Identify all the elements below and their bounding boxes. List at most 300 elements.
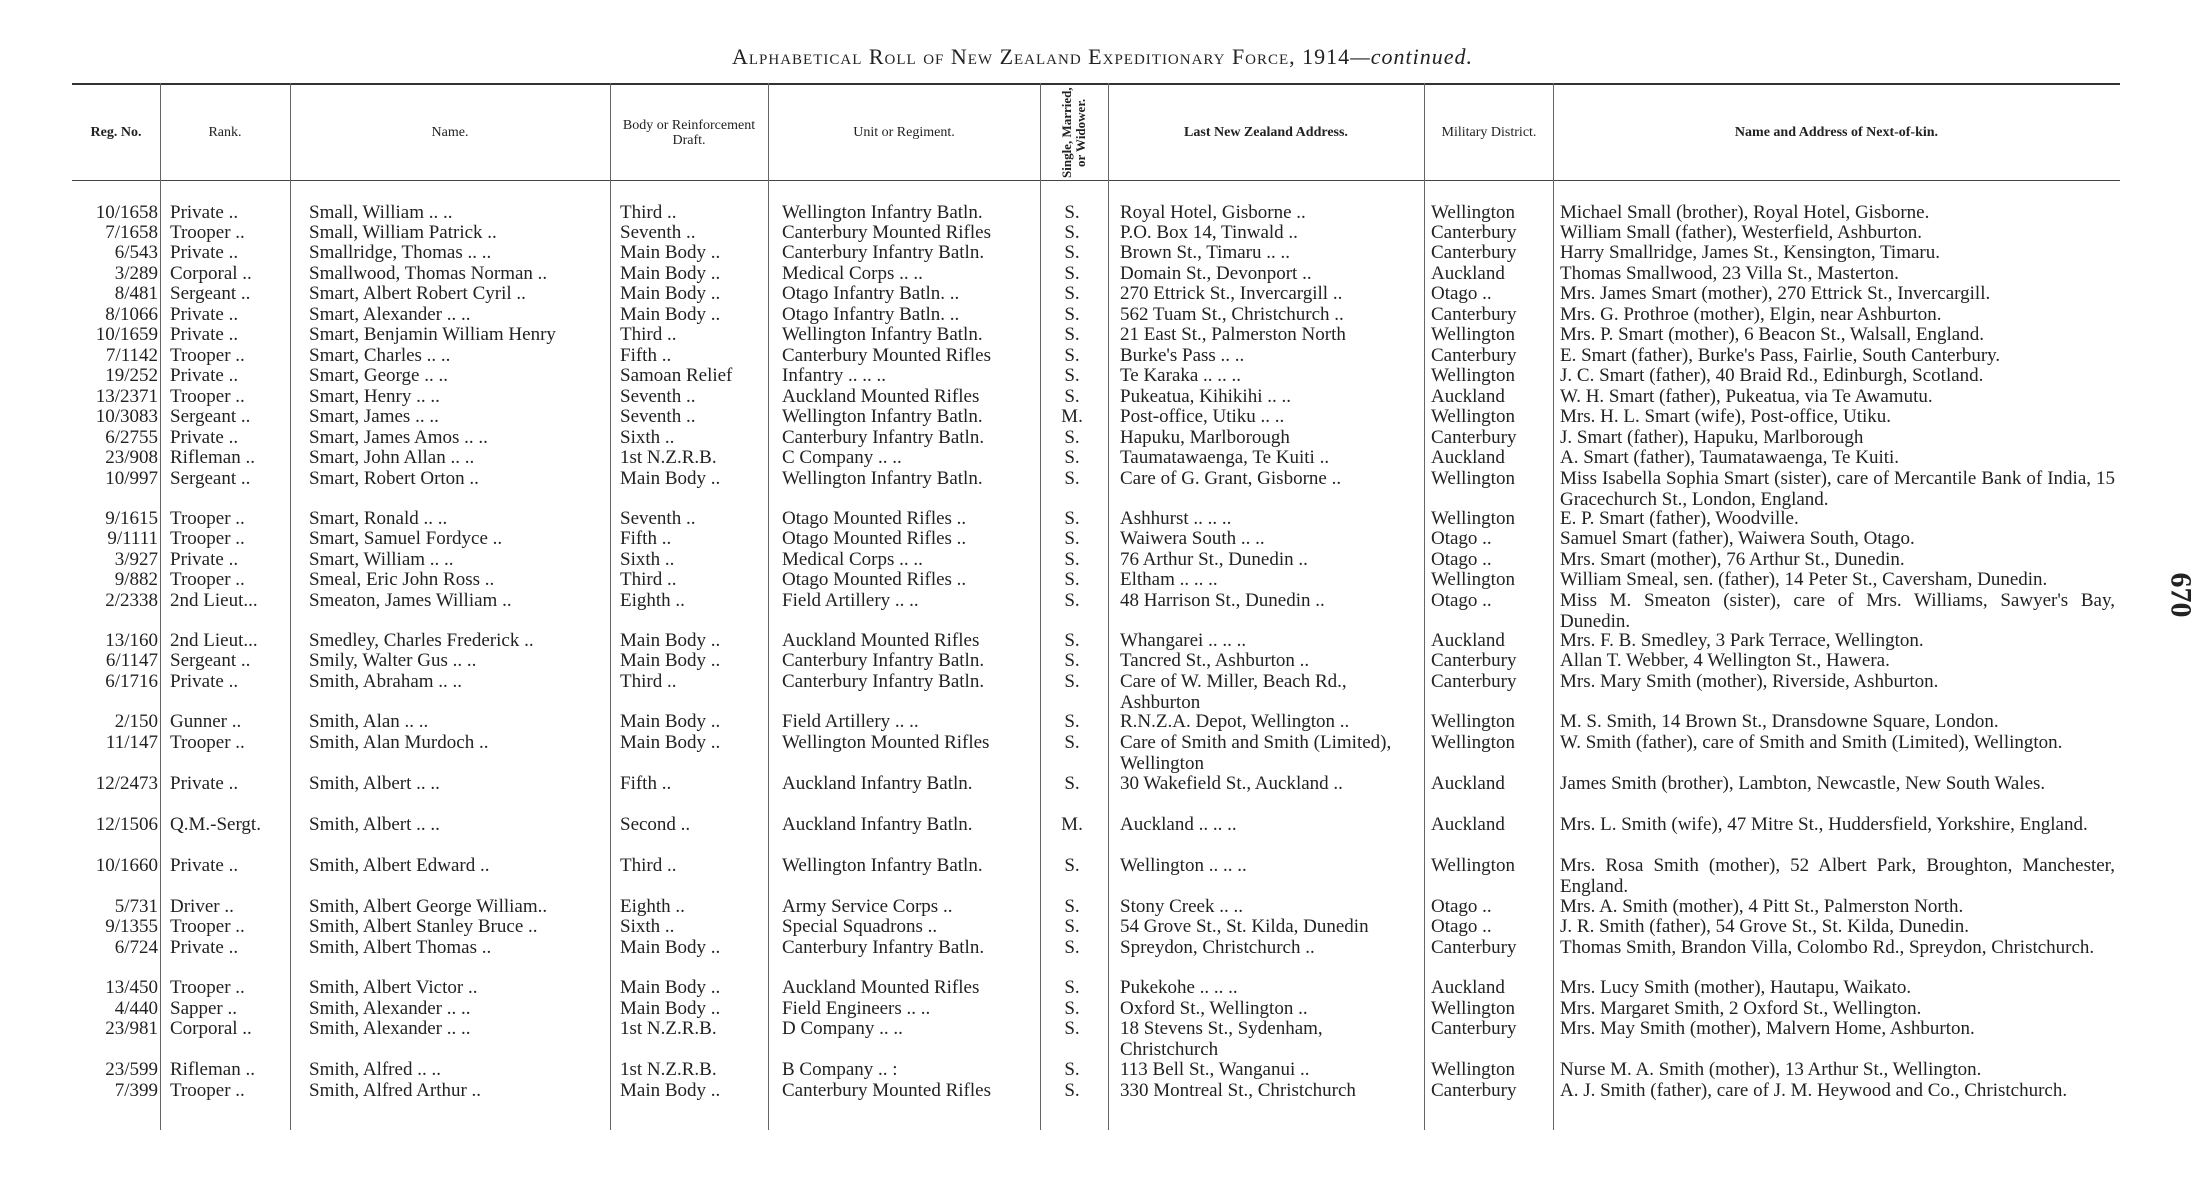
row-district: Auckland: [1431, 386, 1505, 407]
row-rank: Rifleman ..: [170, 1059, 255, 1080]
row-next-of-kin: J. Smart (father), Hapuku, Marlborough: [1560, 427, 1864, 448]
row-status: S.: [1064, 732, 1080, 753]
row-rank: Gunner ..: [170, 711, 242, 732]
row-name: Small, William Patrick ..: [309, 222, 497, 243]
column-divider: [1553, 83, 1554, 1130]
column-divider: [610, 83, 611, 1130]
row-rank: Sergeant ..: [170, 650, 251, 671]
row-name: Smedley, Charles Frederick ..: [309, 630, 534, 651]
row-next-of-kin: Mrs. Smart (mother), 76 Arthur St., Dunedin.: [1560, 549, 1905, 570]
row-reg-no: 9/1111: [107, 528, 158, 549]
row-body: Main Body ..: [620, 630, 721, 651]
row-unit: Medical Corps .. ..: [782, 549, 923, 570]
row-name: Smart, Alexander .. ..: [309, 304, 471, 325]
row-rank: Trooper ..: [170, 977, 245, 998]
row-unit: Canterbury Mounted Rifles: [782, 1080, 991, 1101]
row-name: Smart, John Allan .. ..: [309, 447, 475, 468]
row-address: Auckland .. .. ..: [1120, 814, 1237, 835]
row-status: S.: [1064, 222, 1080, 243]
row-district: Otago ..: [1431, 916, 1492, 937]
header-district: Military District.: [1441, 125, 1537, 140]
row-body: Third ..: [620, 202, 677, 223]
row-unit: Infantry .. .. ..: [782, 365, 886, 386]
row-address: 30 Wakefield St., Auckland ..: [1120, 773, 1343, 794]
row-status: S.: [1064, 324, 1080, 345]
row-rank: Sapper ..: [170, 998, 238, 1019]
row-district: Otago ..: [1431, 896, 1492, 917]
row-district: Otago ..: [1431, 590, 1492, 611]
row-unit: B Company .. :: [782, 1059, 898, 1080]
row-body: 1st N.Z.R.B.: [620, 1018, 717, 1039]
row-name: Smart, James Amos .. ..: [309, 427, 488, 448]
row-next-of-kin: Mrs. May Smith (mother), Malvern Home, Ashburton.: [1560, 1018, 1975, 1039]
row-reg-no: 23/599: [105, 1059, 158, 1080]
row-rank: Private ..: [170, 324, 239, 345]
row-reg-no: 10/1658: [95, 202, 158, 223]
row-name: Smith, Albert Stanley Bruce ..: [309, 916, 538, 937]
row-address: Wellington .. .. ..: [1120, 855, 1247, 876]
row-unit: Canterbury Infantry Batln.: [782, 650, 985, 671]
row-next-of-kin: E. Smart (father), Burke's Pass, Fairlie, South Canterbury.: [1560, 345, 2001, 366]
row-reg-no: 10/1659: [95, 324, 158, 345]
row-address: Hapuku, Marlborough: [1120, 427, 1290, 448]
row-body: Fifth ..: [620, 528, 672, 549]
row-name: Smith, Albert .. ..: [309, 814, 440, 835]
row-next-of-kin: Mrs. James Smart (mother), 270 Ettrick St., Invercargill.: [1560, 283, 1991, 304]
row-body: 1st N.Z.R.B.: [620, 1059, 717, 1080]
row-rank: Trooper ..: [170, 1080, 245, 1101]
row-next-of-kin: William Small (father), Westerfield, Ashburton.: [1560, 222, 1922, 243]
row-address: 562 Tuam St., Christchurch ..: [1120, 304, 1344, 325]
row-reg-no: 9/1355: [105, 916, 158, 937]
row-next-of-kin: Mrs. Mary Smith (mother), Riverside, Ashburton.: [1560, 671, 1939, 692]
row-name: Smart, Benjamin William Henry: [309, 324, 556, 345]
row-status: S.: [1064, 977, 1080, 998]
row-status: S.: [1064, 1018, 1080, 1039]
row-next-of-kin: A. Smart (father), Taumatawaenga, Te Kuiti.: [1560, 447, 1900, 468]
row-name: Smith, Alfred Arthur ..: [309, 1080, 482, 1101]
header-status: Single, Married, or Widower.: [1059, 87, 1088, 178]
row-rank: Sergeant ..: [170, 406, 251, 427]
column-divider: [1040, 83, 1041, 1130]
row-unit: Otago Infantry Batln. ..: [782, 304, 960, 325]
row-unit: Army Service Corps ..: [782, 896, 953, 917]
row-rank: Sergeant ..: [170, 283, 251, 304]
row-unit: Special Squadrons ..: [782, 916, 938, 937]
row-name: Smeaton, James William ..: [309, 590, 512, 611]
row-reg-no: 10/3083: [95, 406, 158, 427]
row-name: Smart, Samuel Fordyce ..: [309, 528, 503, 549]
row-status: S.: [1064, 447, 1080, 468]
row-name: Smith, Albert Edward ..: [309, 855, 490, 876]
row-unit: Otago Mounted Rifles ..: [782, 569, 967, 590]
row-body: Main Body ..: [620, 977, 721, 998]
row-reg-no: 12/1506: [95, 814, 158, 835]
row-address: Whangarei .. .. ..: [1120, 630, 1247, 651]
row-district: Auckland: [1431, 977, 1505, 998]
row-status: S.: [1064, 202, 1080, 223]
row-rank: Trooper ..: [170, 345, 245, 366]
row-next-of-kin: Thomas Smallwood, 23 Villa St., Masterton.: [1560, 263, 1899, 284]
row-body: Sixth ..: [620, 549, 675, 570]
row-rank: Private ..: [170, 773, 239, 794]
row-rank: Private ..: [170, 202, 239, 223]
row-status: M.: [1061, 814, 1083, 835]
row-unit: Auckland Mounted Rifles: [782, 630, 980, 651]
row-status: S.: [1064, 345, 1080, 366]
row-name: Smily, Walter Gus .. ..: [309, 650, 477, 671]
column-divider: [1424, 83, 1425, 1130]
row-body: Main Body ..: [620, 732, 721, 753]
row-address: R.N.Z.A. Depot, Wellington ..: [1120, 711, 1350, 732]
column-divider: [160, 83, 161, 1130]
row-district: Wellington: [1431, 732, 1515, 753]
row-district: Canterbury: [1431, 242, 1517, 263]
row-address: 18 Stevens St., Sydenham, Christchurch: [1120, 1018, 1323, 1060]
row-name: Smith, Alfred .. ..: [309, 1059, 441, 1080]
row-rank: Trooper ..: [170, 508, 245, 529]
row-unit: Otago Mounted Rifles ..: [782, 528, 967, 549]
row-status: S.: [1064, 304, 1080, 325]
row-reg-no: 12/2473: [95, 773, 158, 794]
row-reg-no: 6/724: [114, 937, 158, 958]
row-name: Small, William .. ..: [309, 202, 453, 223]
row-name: Smart, Albert Robert Cyril ..: [309, 283, 526, 304]
row-next-of-kin: W. Smith (father), care of Smith and Smith (Limited), Wellington.: [1560, 732, 2063, 753]
row-address: Care of Smith and Smith (Limited), Wellington: [1120, 732, 1392, 774]
row-reg-no: 13/2371: [95, 386, 158, 407]
row-body: Main Body ..: [620, 650, 721, 671]
row-next-of-kin: Mrs. Rosa Smith (mother), 52 Albert Park, Broughton, Manchester, England.: [1560, 855, 2115, 897]
row-unit: Auckland Infantry Batln.: [782, 814, 973, 835]
row-rank: Private ..: [170, 365, 239, 386]
row-name: Smith, Alan Murdoch ..: [309, 732, 489, 753]
row-next-of-kin: Miss M. Smeaton (sister), care of Mrs. Williams, Sawyer's Bay, Dunedin.: [1560, 590, 2115, 632]
row-name: Smart, Robert Orton ..: [309, 468, 479, 489]
row-name: Smeal, Eric John Ross ..: [309, 569, 495, 590]
row-district: Auckland: [1431, 773, 1505, 794]
row-name: Smith, Albert Thomas ..: [309, 937, 492, 958]
row-reg-no: 9/1615: [105, 508, 158, 529]
row-body: Main Body ..: [620, 242, 721, 263]
row-unit: Wellington Infantry Batln.: [782, 468, 983, 489]
header-name: Name.: [431, 125, 469, 140]
row-next-of-kin: Nurse M. A. Smith (mother), 13 Arthur St., Wellington.: [1560, 1059, 1982, 1080]
row-unit: Medical Corps .. ..: [782, 263, 923, 284]
row-name: Smart, Charles .. ..: [309, 345, 451, 366]
row-reg-no: 7/1142: [105, 345, 158, 366]
column-divider: [1108, 83, 1109, 1130]
header-body: Body or Reinforcement Draft.: [622, 117, 756, 148]
row-district: Auckland: [1431, 447, 1505, 468]
row-next-of-kin: E. P. Smart (father), Woodville.: [1560, 508, 1799, 529]
row-status: S.: [1064, 549, 1080, 570]
row-reg-no: 13/160: [105, 630, 158, 651]
row-address: 76 Arthur St., Dunedin ..: [1120, 549, 1308, 570]
page-number: 670: [2164, 572, 2198, 618]
row-next-of-kin: William Smeal, sen. (father), 14 Peter St., Caversham, Dunedin.: [1560, 569, 2048, 590]
row-body: Main Body ..: [620, 937, 721, 958]
row-status: S.: [1064, 711, 1080, 732]
row-district: Wellington: [1431, 202, 1515, 223]
row-next-of-kin: Mrs. A. Smith (mother), 4 Pitt St., Palmerston North.: [1560, 896, 1964, 917]
row-address: Tancred St., Ashburton ..: [1120, 650, 1310, 671]
header-kin: Name and Address of Next-of-kin.: [1734, 125, 1939, 140]
row-unit: Auckland Mounted Rifles: [782, 386, 980, 407]
row-district: Otago ..: [1431, 549, 1492, 570]
row-rank: Private ..: [170, 855, 239, 876]
row-status: S.: [1064, 1080, 1080, 1101]
row-body: Sixth ..: [620, 916, 675, 937]
row-unit: Wellington Infantry Batln.: [782, 406, 983, 427]
row-next-of-kin: Mrs. L. Smith (wife), 47 Mitre St., Huddersfield, Yorkshire, England.: [1560, 814, 2088, 835]
row-reg-no: 8/1066: [105, 304, 158, 325]
row-body: Main Body ..: [620, 263, 721, 284]
row-district: Wellington: [1431, 855, 1515, 876]
row-reg-no: 7/1658: [105, 222, 158, 243]
row-rank: Private ..: [170, 671, 239, 692]
row-reg-no: 2/2338: [105, 590, 158, 611]
row-body: Seventh ..: [620, 386, 696, 407]
row-reg-no: 2/150: [114, 711, 158, 732]
row-address: Domain St., Devonport ..: [1120, 263, 1312, 284]
title-suffix: —continued.: [1350, 44, 1474, 69]
row-reg-no: 7/399: [114, 1080, 158, 1101]
row-body: Third ..: [620, 324, 677, 345]
row-address: Waiwera South .. ..: [1120, 528, 1265, 549]
row-unit: Field Artillery .. ..: [782, 711, 919, 732]
row-unit: Auckland Infantry Batln.: [782, 773, 973, 794]
row-reg-no: 8/481: [114, 283, 158, 304]
row-district: Canterbury: [1431, 1080, 1517, 1101]
row-body: Sixth ..: [620, 427, 675, 448]
row-district: Canterbury: [1431, 671, 1517, 692]
row-district: Canterbury: [1431, 427, 1517, 448]
row-district: Canterbury: [1431, 937, 1517, 958]
row-name: Smart, George .. ..: [309, 365, 448, 386]
column-divider: [768, 83, 769, 1130]
row-body: Main Body ..: [620, 283, 721, 304]
row-reg-no: 5/731: [114, 896, 158, 917]
row-next-of-kin: Michael Small (brother), Royal Hotel, Gisborne.: [1560, 202, 1930, 223]
row-reg-no: 10/1660: [95, 855, 158, 876]
row-name: Smart, Ronald .. ..: [309, 508, 448, 529]
row-district: Wellington: [1431, 508, 1515, 529]
row-reg-no: 6/2755: [105, 427, 158, 448]
row-district: Wellington: [1431, 468, 1515, 489]
row-status: S.: [1064, 569, 1080, 590]
row-address: Ashhurst .. .. ..: [1120, 508, 1232, 529]
row-body: Main Body ..: [620, 1080, 721, 1101]
row-body: Fifth ..: [620, 773, 672, 794]
row-next-of-kin: Allan T. Webber, 4 Wellington St., Hawera.: [1560, 650, 1890, 671]
row-next-of-kin: Mrs. Lucy Smith (mother), Hautapu, Waikato.: [1560, 977, 1912, 998]
row-district: Otago ..: [1431, 283, 1492, 304]
row-district: Auckland: [1431, 263, 1505, 284]
row-district: Canterbury: [1431, 304, 1517, 325]
row-rank: Private ..: [170, 549, 239, 570]
row-status: S.: [1064, 386, 1080, 407]
row-district: Otago ..: [1431, 528, 1492, 549]
row-address: Post-office, Utiku .. ..: [1120, 406, 1285, 427]
row-address: Pukekohe .. .. ..: [1120, 977, 1238, 998]
row-rank: Private ..: [170, 242, 239, 263]
row-next-of-kin: Mrs. G. Prothroe (mother), Elgin, near Ashburton.: [1560, 304, 1942, 325]
row-reg-no: 23/981: [105, 1018, 158, 1039]
row-rank: Sergeant ..: [170, 468, 251, 489]
row-name: Smallwood, Thomas Norman ..: [309, 263, 548, 284]
row-district: Canterbury: [1431, 650, 1517, 671]
row-name: Smith, Albert .. ..: [309, 773, 440, 794]
row-next-of-kin: Mrs. P. Smart (mother), 6 Beacon St., Walsall, England.: [1560, 324, 1984, 345]
row-body: Main Body ..: [620, 304, 721, 325]
row-status: S.: [1064, 427, 1080, 448]
row-name: Smith, Albert George William..: [309, 896, 548, 917]
row-body: Eighth ..: [620, 590, 685, 611]
row-district: Wellington: [1431, 365, 1515, 386]
row-status: S.: [1064, 283, 1080, 304]
row-rank: Rifleman ..: [170, 447, 255, 468]
row-address: Royal Hotel, Gisborne ..: [1120, 202, 1306, 223]
row-next-of-kin: Mrs. H. L. Smart (wife), Post-office, Utiku.: [1560, 406, 1892, 427]
row-unit: Wellington Infantry Batln.: [782, 202, 983, 223]
row-address: Burke's Pass .. ..: [1120, 345, 1245, 366]
row-name: Smith, Alexander .. ..: [309, 998, 471, 1019]
row-next-of-kin: M. S. Smith, 14 Brown St., Dransdowne Square, London.: [1560, 711, 1999, 732]
row-address: 54 Grove St., St. Kilda, Dunedin: [1120, 916, 1369, 937]
row-rank: Private ..: [170, 937, 239, 958]
row-reg-no: 19/252: [105, 365, 158, 386]
row-status: S.: [1064, 468, 1080, 489]
row-unit: Wellington Mounted Rifles: [782, 732, 990, 753]
row-rank: Trooper ..: [170, 732, 245, 753]
row-status: S.: [1064, 590, 1080, 611]
row-reg-no: 10/997: [105, 468, 158, 489]
row-unit: Canterbury Infantry Batln.: [782, 242, 985, 263]
row-next-of-kin: Samuel Smart (father), Waiwera South, Otago.: [1560, 528, 1915, 549]
row-unit: Otago Infantry Batln. ..: [782, 283, 960, 304]
row-status: S.: [1064, 896, 1080, 917]
row-body: Samoan Relief: [620, 365, 733, 386]
row-body: Seventh ..: [620, 406, 696, 427]
row-body: Main Body ..: [620, 468, 721, 489]
row-next-of-kin: Mrs. F. B. Smedley, 3 Park Terrace, Wellington.: [1560, 630, 1924, 651]
row-status: S.: [1064, 630, 1080, 651]
row-name: Smallridge, Thomas .. ..: [309, 242, 492, 263]
row-unit: Otago Mounted Rifles ..: [782, 508, 967, 529]
row-next-of-kin: Harry Smallridge, James St., Kensington, Timaru.: [1560, 242, 1940, 263]
row-district: Canterbury: [1431, 1018, 1517, 1039]
row-name: Smart, James .. ..: [309, 406, 439, 427]
row-next-of-kin: A. J. Smith (father), care of J. M. Heywood and Co., Christchurch.: [1560, 1080, 2068, 1101]
header-rank: Rank.: [208, 125, 242, 140]
row-unit: Wellington Infantry Batln.: [782, 324, 983, 345]
row-body: Eighth ..: [620, 896, 685, 917]
row-next-of-kin: J. C. Smart (father), 40 Braid Rd., Edinburgh, Scotland.: [1560, 365, 1984, 386]
row-unit: Canterbury Infantry Batln.: [782, 427, 985, 448]
row-unit: Field Artillery .. ..: [782, 590, 919, 611]
row-address: Te Karaka .. .. ..: [1120, 365, 1242, 386]
row-status: S.: [1064, 263, 1080, 284]
row-reg-no: 6/1716: [105, 671, 158, 692]
row-unit: Canterbury Mounted Rifles: [782, 345, 991, 366]
row-rank: Private ..: [170, 304, 239, 325]
row-unit: Canterbury Infantry Batln.: [782, 671, 985, 692]
row-name: Smith, Alexander .. ..: [309, 1018, 471, 1039]
row-address: 270 Ettrick St., Invercargill ..: [1120, 283, 1343, 304]
row-next-of-kin: Miss Isabella Sophia Smart (sister), care of Mercantile Bank of India, 15 Gracechurch St., London, England.: [1560, 468, 2115, 510]
row-body: Fifth ..: [620, 345, 672, 366]
row-reg-no: 3/927: [114, 549, 158, 570]
row-body: Second ..: [620, 814, 691, 835]
row-reg-no: 6/1147: [105, 650, 158, 671]
row-address: Pukeatua, Kihikihi .. ..: [1120, 386, 1291, 407]
row-rank: Trooper ..: [170, 222, 245, 243]
row-status: S.: [1064, 365, 1080, 386]
row-address: 48 Harrison St., Dunedin ..: [1120, 590, 1325, 611]
row-district: Wellington: [1431, 569, 1515, 590]
row-rank: Trooper ..: [170, 569, 245, 590]
row-address: Oxford St., Wellington ..: [1120, 998, 1308, 1019]
row-address: 113 Bell St., Wanganui ..: [1120, 1059, 1310, 1080]
row-status: S.: [1064, 242, 1080, 263]
row-rank: Trooper ..: [170, 386, 245, 407]
header-unit: Unit or Regiment.: [853, 125, 955, 140]
row-status: S.: [1064, 508, 1080, 529]
row-address: Taumatawaenga, Te Kuiti ..: [1120, 447, 1330, 468]
title-main: Alphabetical Roll of New Zealand Expeditionary Force, 1914: [731, 44, 1351, 69]
row-reg-no: 11/147: [105, 732, 158, 753]
row-body: Main Body ..: [620, 711, 721, 732]
row-address: 330 Montreal St., Christchurch: [1120, 1080, 1356, 1101]
row-status: S.: [1064, 916, 1080, 937]
row-rank: Private ..: [170, 427, 239, 448]
row-reg-no: 6/543: [114, 242, 158, 263]
row-address: Spreydon, Christchurch ..: [1120, 937, 1315, 958]
row-status: S.: [1064, 528, 1080, 549]
row-reg-no: 13/450: [105, 977, 158, 998]
header-reg-no: Reg. No.: [90, 125, 142, 140]
row-next-of-kin: Thomas Smith, Brandon Villa, Colombo Rd., Spreydon, Christchurch.: [1560, 937, 2095, 958]
row-name: Smith, Abraham .. ..: [309, 671, 463, 692]
row-status: S.: [1064, 650, 1080, 671]
row-unit: Canterbury Mounted Rifles: [782, 222, 991, 243]
row-unit: Field Engineers .. ..: [782, 998, 931, 1019]
row-next-of-kin: James Smith (brother), Lambton, Newcastle, New South Wales.: [1560, 773, 2046, 794]
page-title: [0, 44, 2205, 70]
row-unit: Wellington Infantry Batln.: [782, 855, 983, 876]
row-reg-no: 4/440: [114, 998, 158, 1019]
row-address: P.O. Box 14, Tinwald ..: [1120, 222, 1298, 243]
row-district: Canterbury: [1431, 345, 1517, 366]
header-rule: [72, 180, 2120, 181]
row-address: Stony Creek .. ..: [1120, 896, 1243, 917]
row-rank: Corporal ..: [170, 263, 252, 284]
row-unit: D Company .. ..: [782, 1018, 903, 1039]
row-rank: Trooper ..: [170, 916, 245, 937]
row-district: Auckland: [1431, 630, 1505, 651]
row-address: Care of W. Miller, Beach Rd., Ashburton: [1120, 671, 1347, 713]
row-unit: Canterbury Infantry Batln.: [782, 937, 985, 958]
row-district: Wellington: [1431, 1059, 1515, 1080]
row-unit: C Company .. ..: [782, 447, 902, 468]
row-district: Wellington: [1431, 998, 1515, 1019]
row-reg-no: 3/289: [114, 263, 158, 284]
row-district: Wellington: [1431, 711, 1515, 732]
row-status: S.: [1064, 855, 1080, 876]
row-rank: 2nd Lieut...: [170, 630, 258, 651]
row-district: Canterbury: [1431, 222, 1517, 243]
